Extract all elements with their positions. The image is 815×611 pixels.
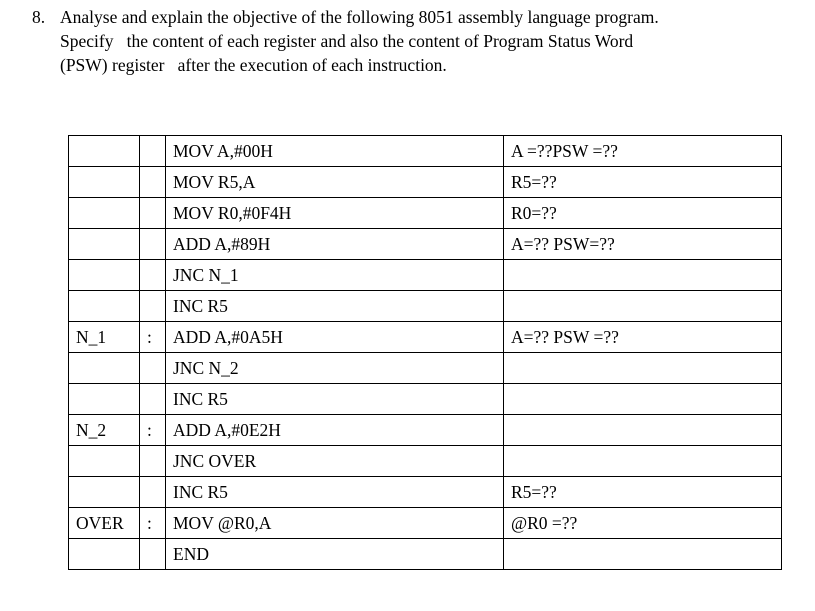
table-row [69, 508, 782, 539]
instruction-cell: ADD A,#0A5H [166, 322, 504, 353]
instruction-cell: MOV A,#00H [166, 136, 504, 167]
result-cell [504, 384, 782, 415]
table-row [69, 415, 782, 446]
result-cell: R5=?? [504, 167, 782, 198]
instruction-cell: INC R5 [166, 291, 504, 322]
result-cell: A =??PSW =?? [504, 136, 782, 167]
row-label [69, 136, 140, 167]
row-label [69, 446, 140, 477]
instruction-cell: JNC N_2 [166, 353, 504, 384]
label-colon [140, 136, 166, 167]
result-cell [504, 415, 782, 446]
result-cell: A=?? PSW=?? [504, 229, 782, 260]
label-colon: : [140, 415, 166, 446]
label-colon [140, 229, 166, 260]
label-colon [140, 198, 166, 229]
instruction-cell: MOV @R0,A [166, 508, 504, 539]
row-label: OVER [69, 508, 140, 539]
label-colon [140, 477, 166, 508]
question-text [60, 5, 780, 77]
instruction-cell: INC R5 [166, 477, 504, 508]
table-row [69, 384, 782, 415]
result-cell [504, 446, 782, 477]
question-line: (PSW) register after the execution of each instruction. [60, 55, 447, 75]
table-row [69, 229, 782, 260]
row-label [69, 477, 140, 508]
result-cell: R5=?? [504, 477, 782, 508]
label-colon [140, 384, 166, 415]
table-row [69, 291, 782, 322]
instruction-cell: ADD A,#89H [166, 229, 504, 260]
result-cell [504, 353, 782, 384]
table-row [69, 167, 782, 198]
table-row [69, 322, 782, 353]
row-label [69, 260, 140, 291]
instruction-cell: INC R5 [166, 384, 504, 415]
row-label [69, 384, 140, 415]
question-number: 8. [32, 7, 46, 27]
row-label [69, 291, 140, 322]
table-row [69, 353, 782, 384]
table-row [69, 539, 782, 570]
table-row [69, 136, 782, 167]
result-cell: R0=?? [504, 198, 782, 229]
label-colon: : [140, 322, 166, 353]
instruction-cell: MOV R5,A [166, 167, 504, 198]
row-label: N_2 [69, 415, 140, 446]
instruction-cell: MOV R0,#0F4H [166, 198, 504, 229]
row-label [69, 198, 140, 229]
instruction-cell: END [166, 539, 504, 570]
label-colon [140, 167, 166, 198]
result-cell [504, 539, 782, 570]
instruction-cell: JNC N_1 [166, 260, 504, 291]
label-colon [140, 353, 166, 384]
instruction-cell: JNC OVER [166, 446, 504, 477]
row-label: N_1 [69, 322, 140, 353]
label-colon [140, 260, 166, 291]
table-row [69, 198, 782, 229]
result-cell: A=?? PSW =?? [504, 322, 782, 353]
table-row [69, 260, 782, 291]
result-cell [504, 291, 782, 322]
table-row [69, 446, 782, 477]
table-row [69, 477, 782, 508]
label-colon [140, 291, 166, 322]
instruction-cell: ADD A,#0E2H [166, 415, 504, 446]
result-cell [504, 260, 782, 291]
program-table [68, 135, 782, 570]
label-colon [140, 539, 166, 570]
question-line: Specify the content of each register and also the content of Program Status Word [60, 31, 634, 51]
result-cell: @R0 =?? [504, 508, 782, 539]
label-colon: : [140, 508, 166, 539]
row-label [69, 353, 140, 384]
row-label [69, 229, 140, 260]
program-table-body [69, 136, 782, 570]
question-line: Analyse and explain the objective of the following 8051 assembly language program. [60, 7, 659, 27]
label-colon [140, 446, 166, 477]
row-label [69, 539, 140, 570]
row-label [69, 167, 140, 198]
